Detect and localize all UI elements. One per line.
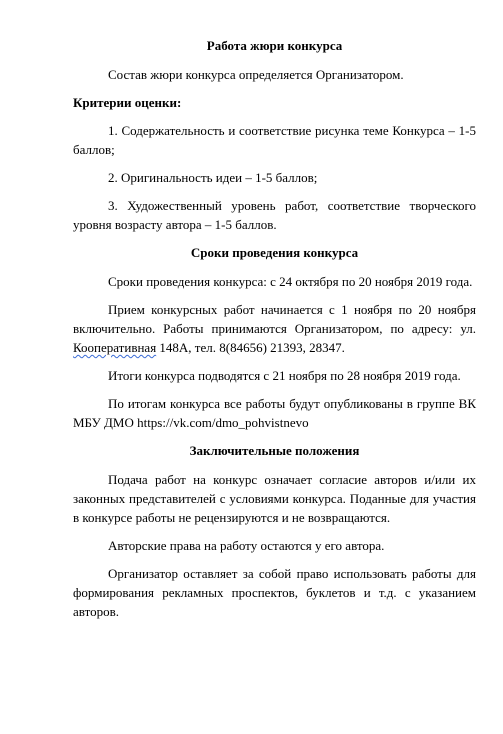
copyright-paragraph: Авторские права на работу остаются у его автора. <box>108 538 385 553</box>
section-title-final: Заключительные положения <box>189 443 360 458</box>
criteria-item-1: 1. Содержательность и соответствие рисунка теме Конкурса – 1-5 баллов; <box>73 123 476 157</box>
usage-rights-paragraph: Организатор оставляет за собой право использовать работы для формирования рекламных проспектов, буклетов и т.д. с указанием авторов. <box>73 566 476 619</box>
jury-intro-paragraph: Состав жюри конкурса определяется Организатором. <box>108 67 404 82</box>
criteria-item-2: 2. Оригинальность идеи – 1-5 баллов; <box>108 170 318 185</box>
criteria-item-3: 3. Художественный уровень работ, соответствие творческого уровня возрасту автора – 1-5 баллов. <box>73 198 476 232</box>
section-title-dates: Сроки проведения конкурса <box>190 245 359 260</box>
street-name-spellcheck: Кооперативная <box>73 340 157 355</box>
dates-paragraph: Сроки проведения конкурса: с 24 октября по 20 ноября 2019 года. <box>108 274 473 289</box>
results-paragraph: Итоги конкурса подводятся с 21 ноября по 28 ноября 2019 года. <box>108 368 461 383</box>
submission-paragraph <box>73 300 476 357</box>
submission-text: Прием конкурсных работ начинается с 1 ноября по 20 ноября включительно. Работы принимаются Организатором, по адресу: ул. <box>73 302 476 336</box>
document-body <box>73 36 476 630</box>
publication-paragraph: По итогам конкурса все работы будут опубликованы в группе ВК МБУ ДМО https://vk.com/dmo_pohvistnevo <box>73 396 476 430</box>
consent-paragraph: Подача работ на конкурс означает согласие авторов и/или их законных представителей с условиями конкурса. Поданные для участия в конкурсе работы не рецензируются и не возвращаются. <box>73 472 476 525</box>
criteria-heading: Критерии оценки: <box>73 95 182 110</box>
submission-address-tail: 148А, тел. 8(84656) 21393, 28347. <box>156 340 345 355</box>
section-title-jury: Работа жюри конкурса <box>206 38 343 53</box>
